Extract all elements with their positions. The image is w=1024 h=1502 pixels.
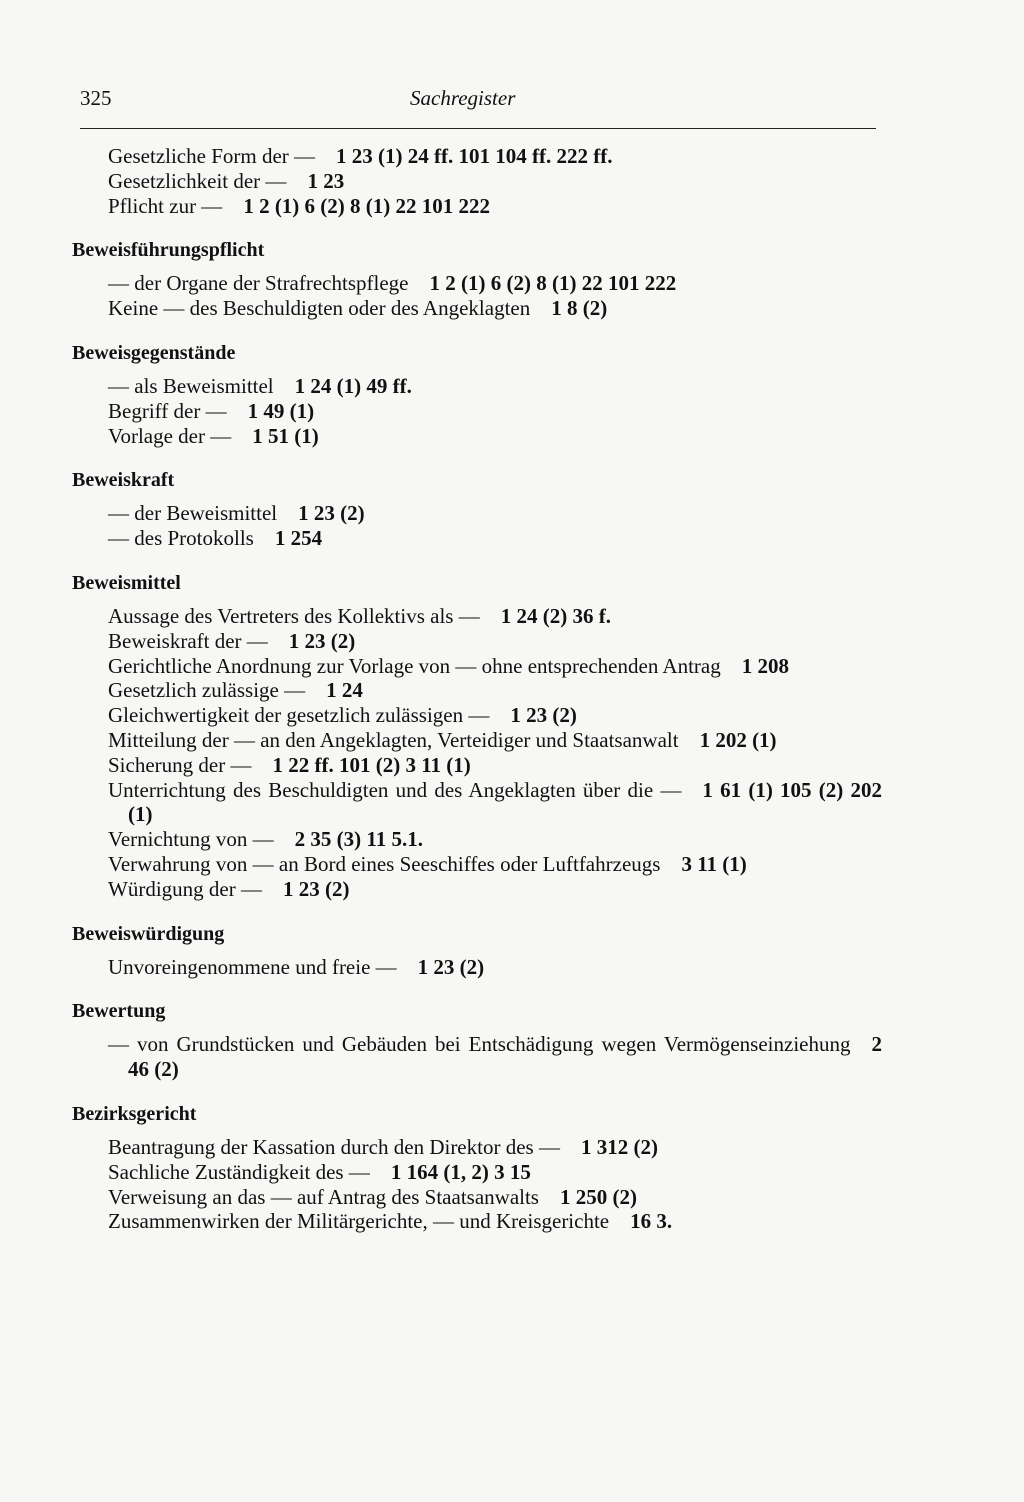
entry-reference: 2 46 (2) [128,1032,882,1082]
index-section [72,468,882,551]
entry-reference: 3 11 (1) [681,851,747,876]
entry-text: Unvoreingenommene und freie — [108,954,397,979]
entry-reference: 1 250 (2) [559,1184,637,1209]
index-entry [72,778,882,828]
index-entry [72,194,882,219]
entry-reference: 1 23 (2) [417,954,485,979]
entry-reference: 1 202 (1) [699,727,777,752]
entry-reference: 1 2 (1) 6 (2) 8 (1) 22 101 222 [243,193,491,218]
entry-reference: 1 23 [307,168,345,193]
index-entry [72,526,882,551]
page-number: 325 [80,86,112,110]
entry-reference: 1 51 (1) [252,423,319,448]
entry-text: Vorlage der — [108,423,232,448]
index-entry [72,399,882,424]
index-entry [72,852,882,877]
entry-reference: 1 22 ff. 101 (2) 3 11 (1) [272,752,471,777]
index-section [72,238,882,321]
header-rule [80,128,876,129]
index-entry [72,296,882,321]
entry-reference: 1 23 (2) [298,501,365,526]
entry-reference: 1 24 (1) 49 ff. [294,373,412,398]
index-section [72,341,882,448]
entry-reference: 1 23 (1) 24 ff. 101 104 ff. 222 ff. [336,144,613,168]
index-section [72,922,882,980]
index-heading: Bezirksgericht [72,1102,197,1125]
index-heading: Beweismittel [72,571,181,594]
entry-text: Gesetzliche Form der — [108,144,316,168]
index-heading: Beweisführungspflicht [72,239,265,262]
index-section [72,571,882,902]
index-entry [72,753,882,778]
index-entry [72,827,882,852]
index-entry [72,877,882,902]
index-section [72,1102,882,1234]
entry-text: — als Beweismittel [108,373,274,398]
entry-reference: 2 35 (3) 11 5.1. [294,827,423,852]
entry-text: Aussage des Vertreters des Kollektivs als — [108,603,480,628]
entry-text: Beantragung der Kassation durch den Direktor des — [108,1134,560,1159]
entry-text: Zusammenwirken der Militärgerichte, — und Kreisgerichte [108,1209,610,1234]
entry-reference: 1 164 (1, 2) 3 15 [390,1159,531,1184]
entry-text: Beweiskraft der — [108,628,268,653]
index-heading: Beweiswürdigung [72,922,225,945]
entry-text: Sachliche Zuständigkeit des — [108,1159,370,1184]
entry-reference: 1 24 (2) 36 f. [500,603,611,628]
index-entry [72,654,882,679]
entry-text: — von Grundstücken und Gebäuden bei Entschädigung wegen Vermögenseinziehung [108,1032,851,1057]
index-heading: Beweiskraft [72,469,175,492]
index-entry [72,1032,882,1082]
index-entry [72,703,882,728]
index-entry [72,1160,882,1185]
entry-text: Unterrichtung des Beschuldigten und des Angeklagten über die — [108,777,682,802]
entry-reference: 1 23 (2) [510,703,577,728]
entry-reference: 1 61 (1) 105 (2) 202 (1) [128,777,882,827]
index-entry [72,629,882,654]
entry-text: Verweisung an das — auf Antrag des Staatsanwalts [108,1184,539,1209]
index-entry [72,424,882,449]
index-section [72,144,882,218]
index-entry [72,678,882,703]
index-heading: Bewertung [72,1000,166,1023]
index-heading: Beweisgegenstände [72,341,236,364]
entry-reference: 1 49 (1) [247,398,315,423]
entry-text: Gesetzlichkeit der — [108,168,287,193]
index-entry [72,169,882,194]
running-title: Sachregister [410,86,516,110]
entry-text: Pflicht zur — [108,193,223,218]
entry-text: Mitteilung der — an den Angeklagten, Verteidiger und Staatsanwalt [108,727,679,752]
index-entry [72,1185,882,1210]
index-entry [72,728,882,753]
index-entry [72,955,882,980]
entry-text: Verwahrung von — an Bord eines Seeschiffes oder Luftfahrzeugs [108,851,661,876]
entry-reference: 1 23 (2) [288,628,356,653]
entry-reference: 1 2 (1) 6 (2) 8 (1) 22 101 222 [429,271,677,296]
entry-text: Begriff der — [108,398,227,423]
entry-text: Sicherung der — [108,752,252,777]
entry-text: Gleichwertigkeit der gesetzlich zulässigen — [108,703,490,728]
index-entry [72,501,882,526]
entry-text: Würdigung der — [108,876,262,901]
entry-reference: 1 24 [326,678,363,703]
entry-reference: 1 254 [274,526,323,551]
index-entry [72,1135,882,1160]
index-entry [72,374,882,399]
entry-text: — des Protokolls [108,526,254,551]
entry-reference: 1 23 (2) [282,876,350,901]
page-header [80,86,876,126]
entry-text: Gesetzlich zulässige — [108,678,306,703]
index-entry [72,1209,882,1234]
entry-reference: 1 312 (2) [580,1134,658,1159]
entry-text: Vernichtung von — [108,827,274,852]
entry-reference: 1 8 (2) [551,296,608,321]
entry-text: Gerichtliche Anordnung zur Vorlage von — ohne entsprechenden Antrag [108,653,721,678]
entry-text: Keine — des Beschuldigten oder des Angeklagten [108,296,531,321]
index-entry [72,271,882,296]
index-section [72,999,882,1082]
entry-reference: 1 208 [741,653,789,678]
entry-text: — der Beweismittel [108,501,278,526]
entry-text: — der Organe der Strafrechtspflege [108,271,409,296]
entry-reference: 16 3. [630,1209,673,1234]
index-content [72,144,882,1254]
index-entry [72,604,882,629]
index-entry [72,144,882,169]
